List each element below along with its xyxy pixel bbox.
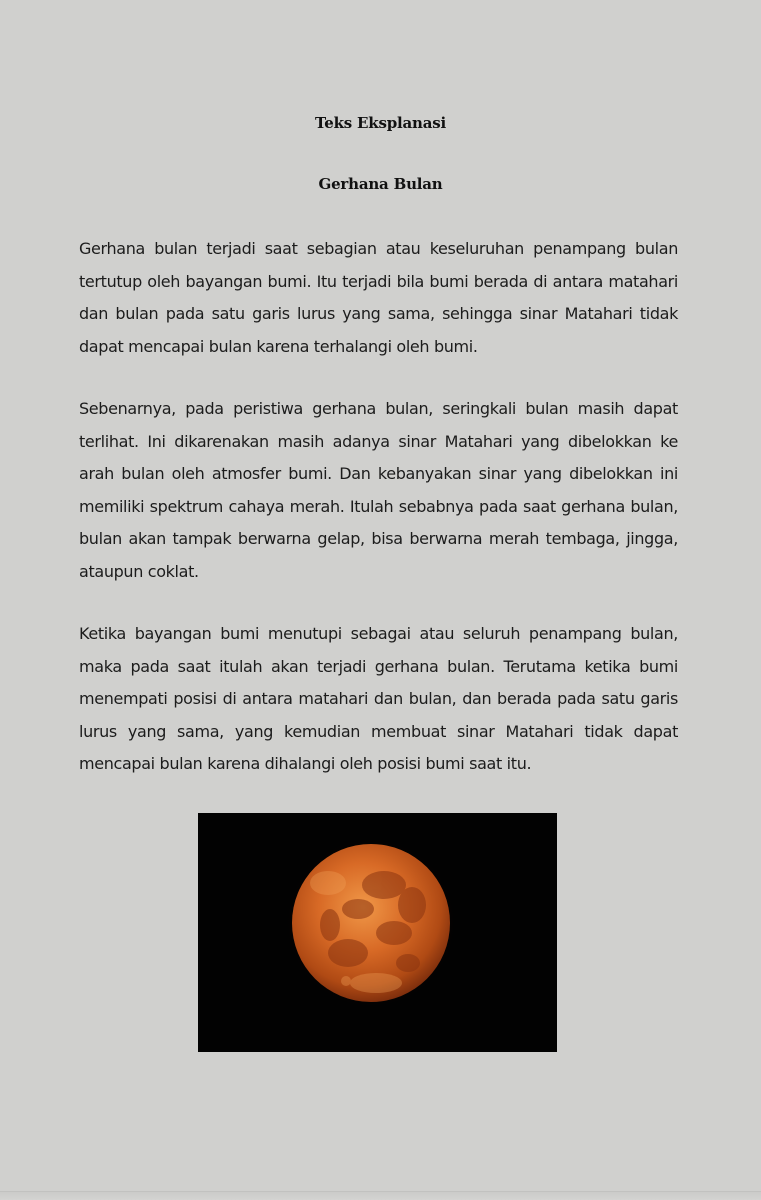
blood-moon-image xyxy=(198,813,557,1052)
paragraph-1: Gerhana bulan terjadi saat sebagian atau keseluruhan penampang bulan tertutup oleh bayangan bumi. Itu terjadi bila bumi berada di antara matahari dan bulan pada satu garis lurus yang sama, sehingga sinar Matahari tidak dapat mencapai bulan karena terhalangi oleh bumi. xyxy=(79,239,678,356)
paragraph-2: Sebenarnya, pada peristiwa gerhana bulan, seringkali bulan masih dapat terlihat. Ini dikarenakan masih adanya sinar Matahari yang dibelokkan ke arah bulan oleh atmosfer bumi. Dan kebanyakan sinar yang dibelokkan ini memiliki spektrum cahaya merah. Itulah sebabnya pada saat gerhana bulan, bulan akan tampak berwarna gelap, bisa berwarna merah tembaga, jingga, ataupun coklat. xyxy=(79,399,678,581)
document-subtitle: Gerhana Bulan xyxy=(318,175,443,193)
document-title: Teks Eksplanasi xyxy=(315,114,446,132)
page-bottom-edge xyxy=(0,1191,761,1200)
paragraph-3: Ketika bayangan bumi menutupi sebagai atau seluruh penampang bulan, maka pada saat itulah akan terjadi gerhana bulan. Terutama ketika bumi menempati posisi di antara matahari dan bulan, dan berada pada satu garis lurus yang sama, yang kemudian membuat sinar Matahari tidak dapat mencapai bulan karena dihalangi oleh posisi bumi saat itu. xyxy=(79,624,678,773)
lunar-eclipse-photo xyxy=(198,813,557,1052)
